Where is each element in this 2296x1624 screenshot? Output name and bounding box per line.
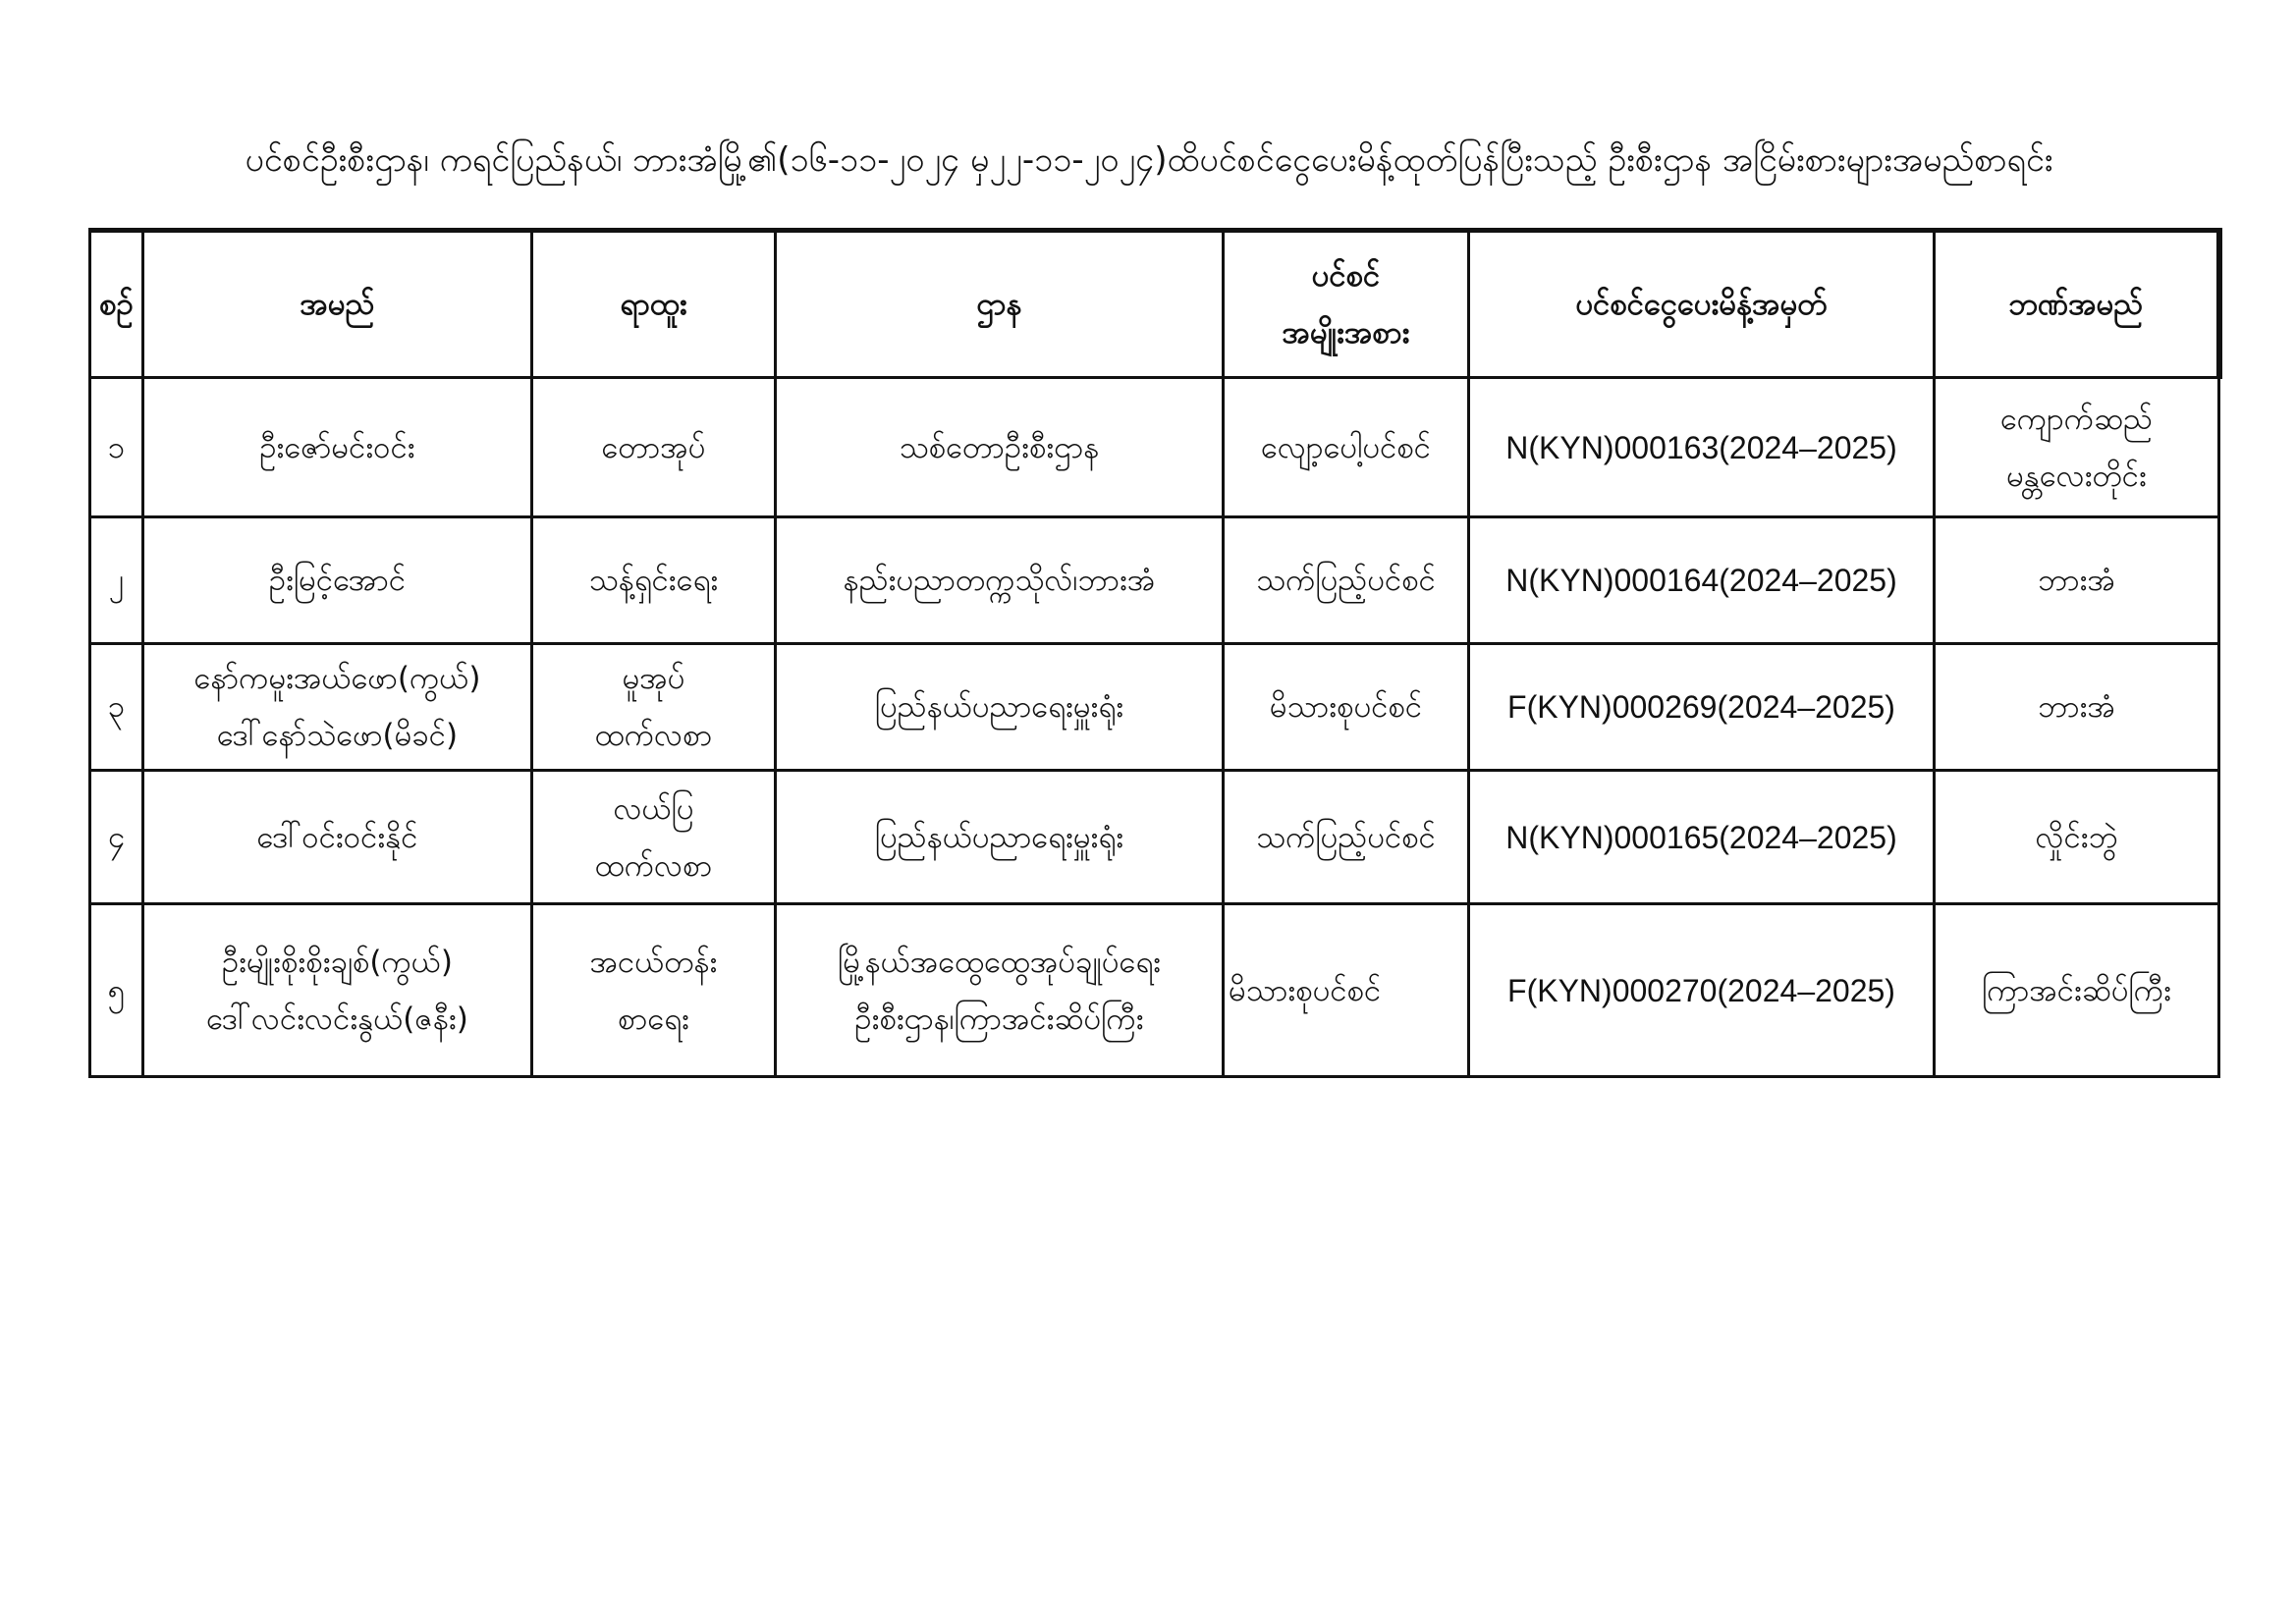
cell-name	[143, 517, 532, 644]
cell-department	[776, 517, 1224, 644]
cell-department-line1: မြို့နယ်အထွေထွေအုပ်ချုပ်ရေး	[837, 944, 1161, 980]
cell-no: ၃	[90, 644, 143, 771]
cell-rank-line1: အငယ်တန်း	[589, 944, 718, 980]
cell-rank	[532, 378, 776, 517]
cell-department-line2: ဦးစီးဌာန၊ကြာအင်းဆိပ်ကြီး	[854, 1001, 1144, 1037]
cell-rank-line1: လယ်ပြ	[613, 790, 694, 827]
cell-order-number: N(KYN)000163(2024–2025)	[1469, 378, 1935, 517]
cell-no: ၄	[90, 771, 143, 904]
cell-rank	[532, 904, 776, 1077]
cell-bank	[1935, 904, 2219, 1077]
cell-bank-line2: မန္တလေးတိုင်း	[2006, 458, 2147, 494]
table-header-row	[90, 231, 2219, 378]
cell-pension-type: လျော့ပေါ့ပင်စင်	[1224, 378, 1469, 517]
cell-order-number: F(KYN)000270(2024–2025)	[1469, 904, 1935, 1077]
cell-department	[776, 904, 1224, 1077]
cell-no: ၅	[90, 904, 143, 1077]
cell-name	[143, 378, 532, 517]
header-order-number: ပင်စင်ငွေပေးမိန့်အမှတ်	[1469, 231, 1935, 378]
header-bank: ဘဏ်အမည်	[1935, 231, 2219, 378]
table-row	[90, 644, 2219, 771]
table-row	[90, 517, 2219, 644]
cell-name-line1: ဦးမျိုးစိုးစိုးချစ်(ကွယ်)	[221, 944, 453, 980]
header-no: စဉ်	[90, 231, 143, 378]
cell-name	[143, 904, 532, 1077]
cell-bank-line1: လှိုင်းဘွဲ	[2035, 819, 2118, 855]
cell-department	[776, 771, 1224, 904]
cell-bank-line1: ဘားအံ	[2038, 563, 2115, 598]
cell-rank	[532, 644, 776, 771]
cell-department	[776, 378, 1224, 517]
cell-pension-type: မိသားစုပင်စင်	[1224, 904, 1469, 1077]
cell-order-number: N(KYN)000164(2024–2025)	[1469, 517, 1935, 644]
header-rank: ရာထူး	[532, 231, 776, 378]
cell-name-line1: ဦးဇော်မင်းဝင်း	[259, 429, 415, 465]
table-row	[90, 771, 2219, 904]
cell-pension-type: သက်ပြည့်ပင်စင်	[1224, 771, 1469, 904]
table-row	[90, 904, 2219, 1077]
cell-rank-line2: ထက်လစာ	[594, 847, 713, 884]
cell-department-line1: နည်းပညာတက္ကသိုလ်၊ဘားအံ	[843, 563, 1156, 598]
cell-department-line1: ပြည်နယ်ပညာရေးမှူးရုံး	[874, 689, 1124, 725]
header-pension-type-line2: အမျိုးအစား	[1282, 315, 1410, 351]
header-name: အမည်	[143, 231, 532, 378]
cell-bank-line1: ကျောက်ဆည်	[1999, 401, 2154, 437]
cell-no: ၂	[90, 517, 143, 644]
cell-rank-line1: တောအုပ်	[601, 429, 706, 465]
cell-rank-line2: စာရေး	[618, 1001, 689, 1037]
cell-bank-line1: ဘားအံ	[2038, 689, 2115, 725]
cell-rank-line1: သန့်ရှင်းရေး	[588, 563, 719, 598]
cell-name	[143, 644, 532, 771]
cell-name-line2: ဒေါ်လင်းလင်းနွယ်(ဇနီး)	[206, 1001, 468, 1037]
pensioner-table	[88, 228, 2222, 1078]
cell-name-line1: ဒေါ်ဝင်းဝင်းနိုင်	[256, 819, 418, 855]
cell-rank	[532, 771, 776, 904]
cell-name	[143, 771, 532, 904]
cell-name-line2: ဒေါ်နော်သဲဖော(မိခင်)	[216, 718, 459, 753]
header-department: ဌာန	[776, 231, 1224, 378]
cell-pension-type: သက်ပြည့်ပင်စင်	[1224, 517, 1469, 644]
cell-bank	[1935, 644, 2219, 771]
cell-order-number: F(KYN)000269(2024–2025)	[1469, 644, 1935, 771]
cell-bank	[1935, 771, 2219, 904]
cell-rank-line1: မူအုပ်	[622, 661, 685, 696]
cell-bank	[1935, 378, 2219, 517]
cell-department-line1: သစ်တောဦးစီးဌာန	[899, 429, 1100, 465]
cell-order-number: N(KYN)000165(2024–2025)	[1469, 771, 1935, 904]
cell-name-line1: ဦးမြင့်အောင်	[268, 563, 407, 598]
cell-no: ၁	[90, 378, 143, 517]
cell-rank	[532, 517, 776, 644]
cell-department	[776, 644, 1224, 771]
cell-pension-type: မိသားစုပင်စင်	[1224, 644, 1469, 771]
page-title: ပင်စင်ဦးစီးဌာန၊ ကရင်ပြည်နယ်၊ ဘားအံမြို့၏(၁၆-၁၁-၂၀၂၄ မှ၂၂-၁၁-၂၀၂၄)ထိပင်စင်ငွေပေးမိန့်ထုတ်ပြန်ပြီးသည့် ဦးစီးဌာန အငြိမ်းစားများအမည်စာရင်း	[245, 140, 2053, 180]
cell-name-line1: နော်ကမူးအယ်ဖော(ကွယ်)	[193, 661, 481, 696]
cell-bank	[1935, 517, 2219, 644]
cell-rank-line2: ထက်လစာ	[594, 718, 713, 753]
cell-bank-line1: ကြာအင်းဆိပ်ကြီး	[1982, 972, 2171, 1008]
cell-department-line1: ပြည်နယ်ပညာရေးမှူးရုံး	[874, 819, 1124, 855]
header-pension-type	[1224, 231, 1469, 378]
header-pension-type-line1: ပင်စင်	[1311, 258, 1381, 294]
table-row	[90, 378, 2219, 517]
